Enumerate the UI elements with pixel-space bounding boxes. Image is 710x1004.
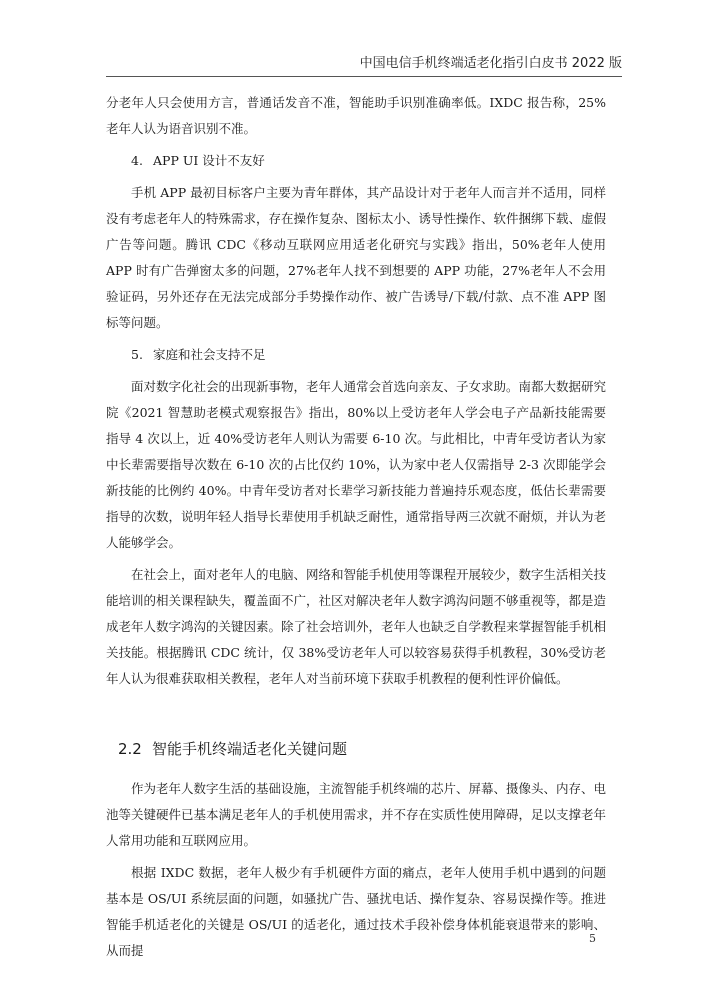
body-paragraph: 分老年人只会使用方言，普通话发音不准，智能助手识别准确率低。IXDC 报告称，25%老年人认为语音识别不准。 [106,95,606,136]
section-number: 2.2 [118,740,142,758]
section-title: 智能手机终端适老化关键问题 [152,740,348,758]
body-paragraph: 在社会上，面对老年人的电脑、网络和智能手机使用等课程开展较少，数字生活相关技能培训的相关课程缺失，覆盖面不广，社区对解决老年人数字鸿沟问题不够重视等，都是造成老年人数字鸿沟的关键因素。除了社会培训外，老年人也缺乏自学教程来掌握智能手机相关技能。根据腾讯 CDC 统计，仅 38%受访老年人可以较容易获得手机教程，30%受访老年人认为很难获取相关教程，老年人对当前环境下获取手机教程的便利性评价偏低。 [106,567,607,686]
body-paragraph: 作为老年人数字生活的基础设施，主流智能手机终端的芯片、屏幕、摄像头、内存、电池等关键硬件已基本满足老年人的手机使用需求，并不存在实质性使用障碍，足以支撑老年人常用功能和互联网应用。 [106,781,607,848]
list-item-number: 4. [131,153,143,168]
list-item-heading [106,342,606,368]
running-header: 中国电信手机终端适老化指引白皮书 2022 版 [359,56,622,71]
list-item-heading [106,148,606,174]
header-divider [106,76,622,77]
body-paragraph: 面对数字化社会的出现新事物，老年人通常会首选向亲友、子女求助。南都大数据研究院《2021 智慧助老模式观察报告》指出，80%以上受访老年人学会电子产品新技能需要指导 4 次以上，近 40%受访老年人则认为需要 6-10 次。与此相比，中青年受访者认为家中长辈需要指导次数在 6-10 次的占比仅约 10%，认为家中老人仅需指导 2-3 次即能学会新技能的比例约 40%。中青年受访者对长辈学习新技能力普遍持乐观态度，低估长辈需要指导的次数，说明年轻人指导长辈使用手机缺乏耐性，通常指导两三次就不耐烦，并认为老人能够学会。 [106,379,607,550]
list-item-title: 家庭和社会支持不足 [153,347,266,362]
page-number: 5 [589,932,596,945]
list-item-title: APP UI 设计不友好 [153,153,265,168]
body-paragraph: 手机 APP 最初目标客户主要为青年群体，其产品设计对于老年人而言并不适用，同样没有考虑老年人的特殊需求，存在操作复杂、图标太小、诱导性操作、软件捆绑下载、虚假广告等问题。腾讯 CDC《移动互联网应用适老化研究与实践》指出，50%老年人使用 APP 时有广告弹窗太多的问题，27%老年人找不到想要的 APP 功能，27%老年人不会用验证码，另外还存在无法完成部分手势操作动作、被广告诱导/下载/付款、点不准 APP 图标等问题。 [106,185,607,330]
section-heading [106,736,606,762]
page-body [106,90,606,970]
body-paragraph: 根据 IXDC 数据，老年人极少有手机硬件方面的痛点，老年人使用手机中遇到的问题基本是 OS/UI 系统层面的问题，如骚扰广告、骚扰电话、操作复杂、容易误操作等。推进智能手机适老化的关键是 OS/UI 的适老化，通过技术手段补偿身体机能衰退带来的影响、从而提 [106,865,606,958]
list-item-number: 5. [131,347,143,362]
